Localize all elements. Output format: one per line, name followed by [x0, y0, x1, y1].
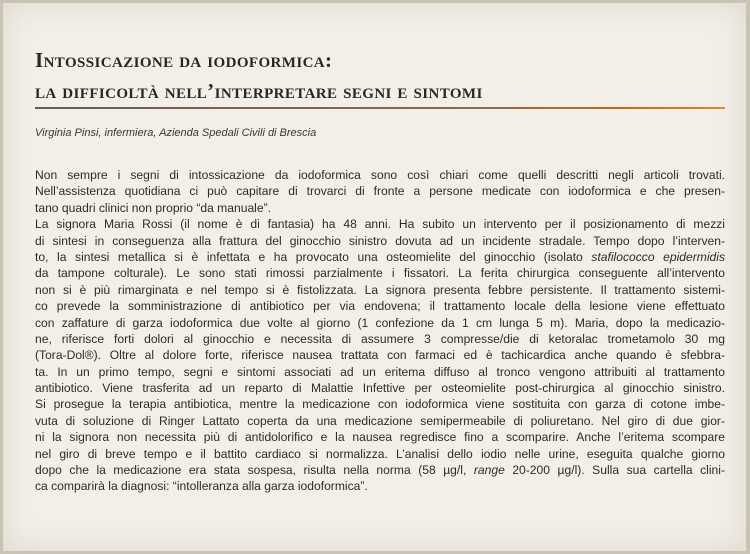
body-line — [35, 249, 725, 265]
body-line: Si prosegue la terapia antibiotica, mentre la medicazione con iodoformica viene sostituita con garza di cotone imbe- — [35, 397, 725, 412]
document-page — [3, 3, 746, 551]
body-text: dopo che la medicazione era stata sospesa, risulta nella norma (58 µg/l, — [35, 463, 474, 478]
title-line-1: Intossicazione da iodoformica: — [35, 48, 333, 72]
body-line: ta. In un primo tempo, segni e sintomi associati ad un eritema diffuso al tronco vengono attribuiti al trattamento — [35, 364, 725, 379]
article-title — [35, 45, 483, 107]
body-line: nel giro di breve tempo e il battito cardiaco si normalizza. L’analisi dello iodio nelle urine, eseguita qualche giorno — [35, 446, 725, 461]
bacterium-name: stafilococco epidermidis — [591, 249, 725, 264]
article-body — [35, 167, 725, 495]
body-line: (Tora-Dol®). Oltre al dolore forte, riferisce nausea trattata con farmaci ed è tachicardica anche quando è sfebbra- — [35, 348, 725, 363]
body-line: non si è più rimarginata e nel tempo si è fistolizzata. La signora presenta febbre persistente. Il trattamento sistemi- — [35, 282, 725, 297]
body-line: La signora Maria Rossi (il nome è di fantasia) ha 48 anni. Ha subito un intervento per il posizionamento di mezzi — [35, 217, 725, 232]
body-line: con zaffature di garza iodoformica due volte al giorno (1 confezione da 1 cm lunga 5 m). Maria, dopo la medicazio- — [35, 315, 725, 330]
body-text: to, la sintesi metallica si è infettata e ha provocato una osteomielite del ginocchio (isolato — [35, 249, 592, 264]
body-line: vuta di soluzione di Ringer Lattato coperta da una medicazione semipermeabile di poliuretano. Nel giro di due gior- — [35, 413, 725, 428]
body-line: da tampone colturale). Le sono stati rimossi parzialmente i fissatori. La ferita chirurgica conseguente all’intervento — [35, 266, 725, 281]
body-line: di sintesi in conseguenza alla frattura del ginocchio sinistro dovuta ad un incidente stradale. Tempo dopo l’interven- — [35, 233, 725, 248]
body-line: co prevede la somministrazione di antibiotico per via endovena; il trattamento locale della lesione viene effettuato — [35, 299, 725, 314]
body-line: ne, riferisce forti dolori al ginocchio e necessita di assumere 3 compresse/die di ketoralac trometamolo 30 mg — [35, 331, 725, 346]
title-divider — [35, 107, 725, 109]
body-text: 20-200 µg/l). Sulla sua cartella clini- — [504, 463, 726, 478]
body-line: antibiotico. Viene trasferita ad un reparto di Malattie Infettive per osteomielite post-chirurgica al ginocchio sinistro. — [35, 381, 725, 396]
title-line-2: la difficoltà nell’interpretare segni e sintomi — [35, 79, 483, 103]
body-line: Nell’assistenza quotidiana ci può capitare di trovarci di fronte a persone medicate con iodoformica e che presen- — [35, 184, 725, 199]
body-line: tano quadri clinici non proprio “da manuale”. — [35, 200, 271, 215]
body-line: ni la signora non necessita più di antidolorifico e la nausea regredisce fino a scomparire. Anche l’eritema scompare — [35, 430, 725, 445]
author-byline: Virginia Pinsi, infermiera, Azienda Spedali Civili di Brescia — [35, 127, 317, 139]
body-line: ca comparirà la diagnosi: “intolleranza alla garza iodoformica”. — [35, 479, 368, 494]
body-line — [35, 462, 725, 478]
body-line: Non sempre i segni di intossicazione da iodoformica sono così chiari come quelli descritti negli articoli trovati. — [35, 168, 725, 182]
range-italic: range — [473, 463, 505, 478]
